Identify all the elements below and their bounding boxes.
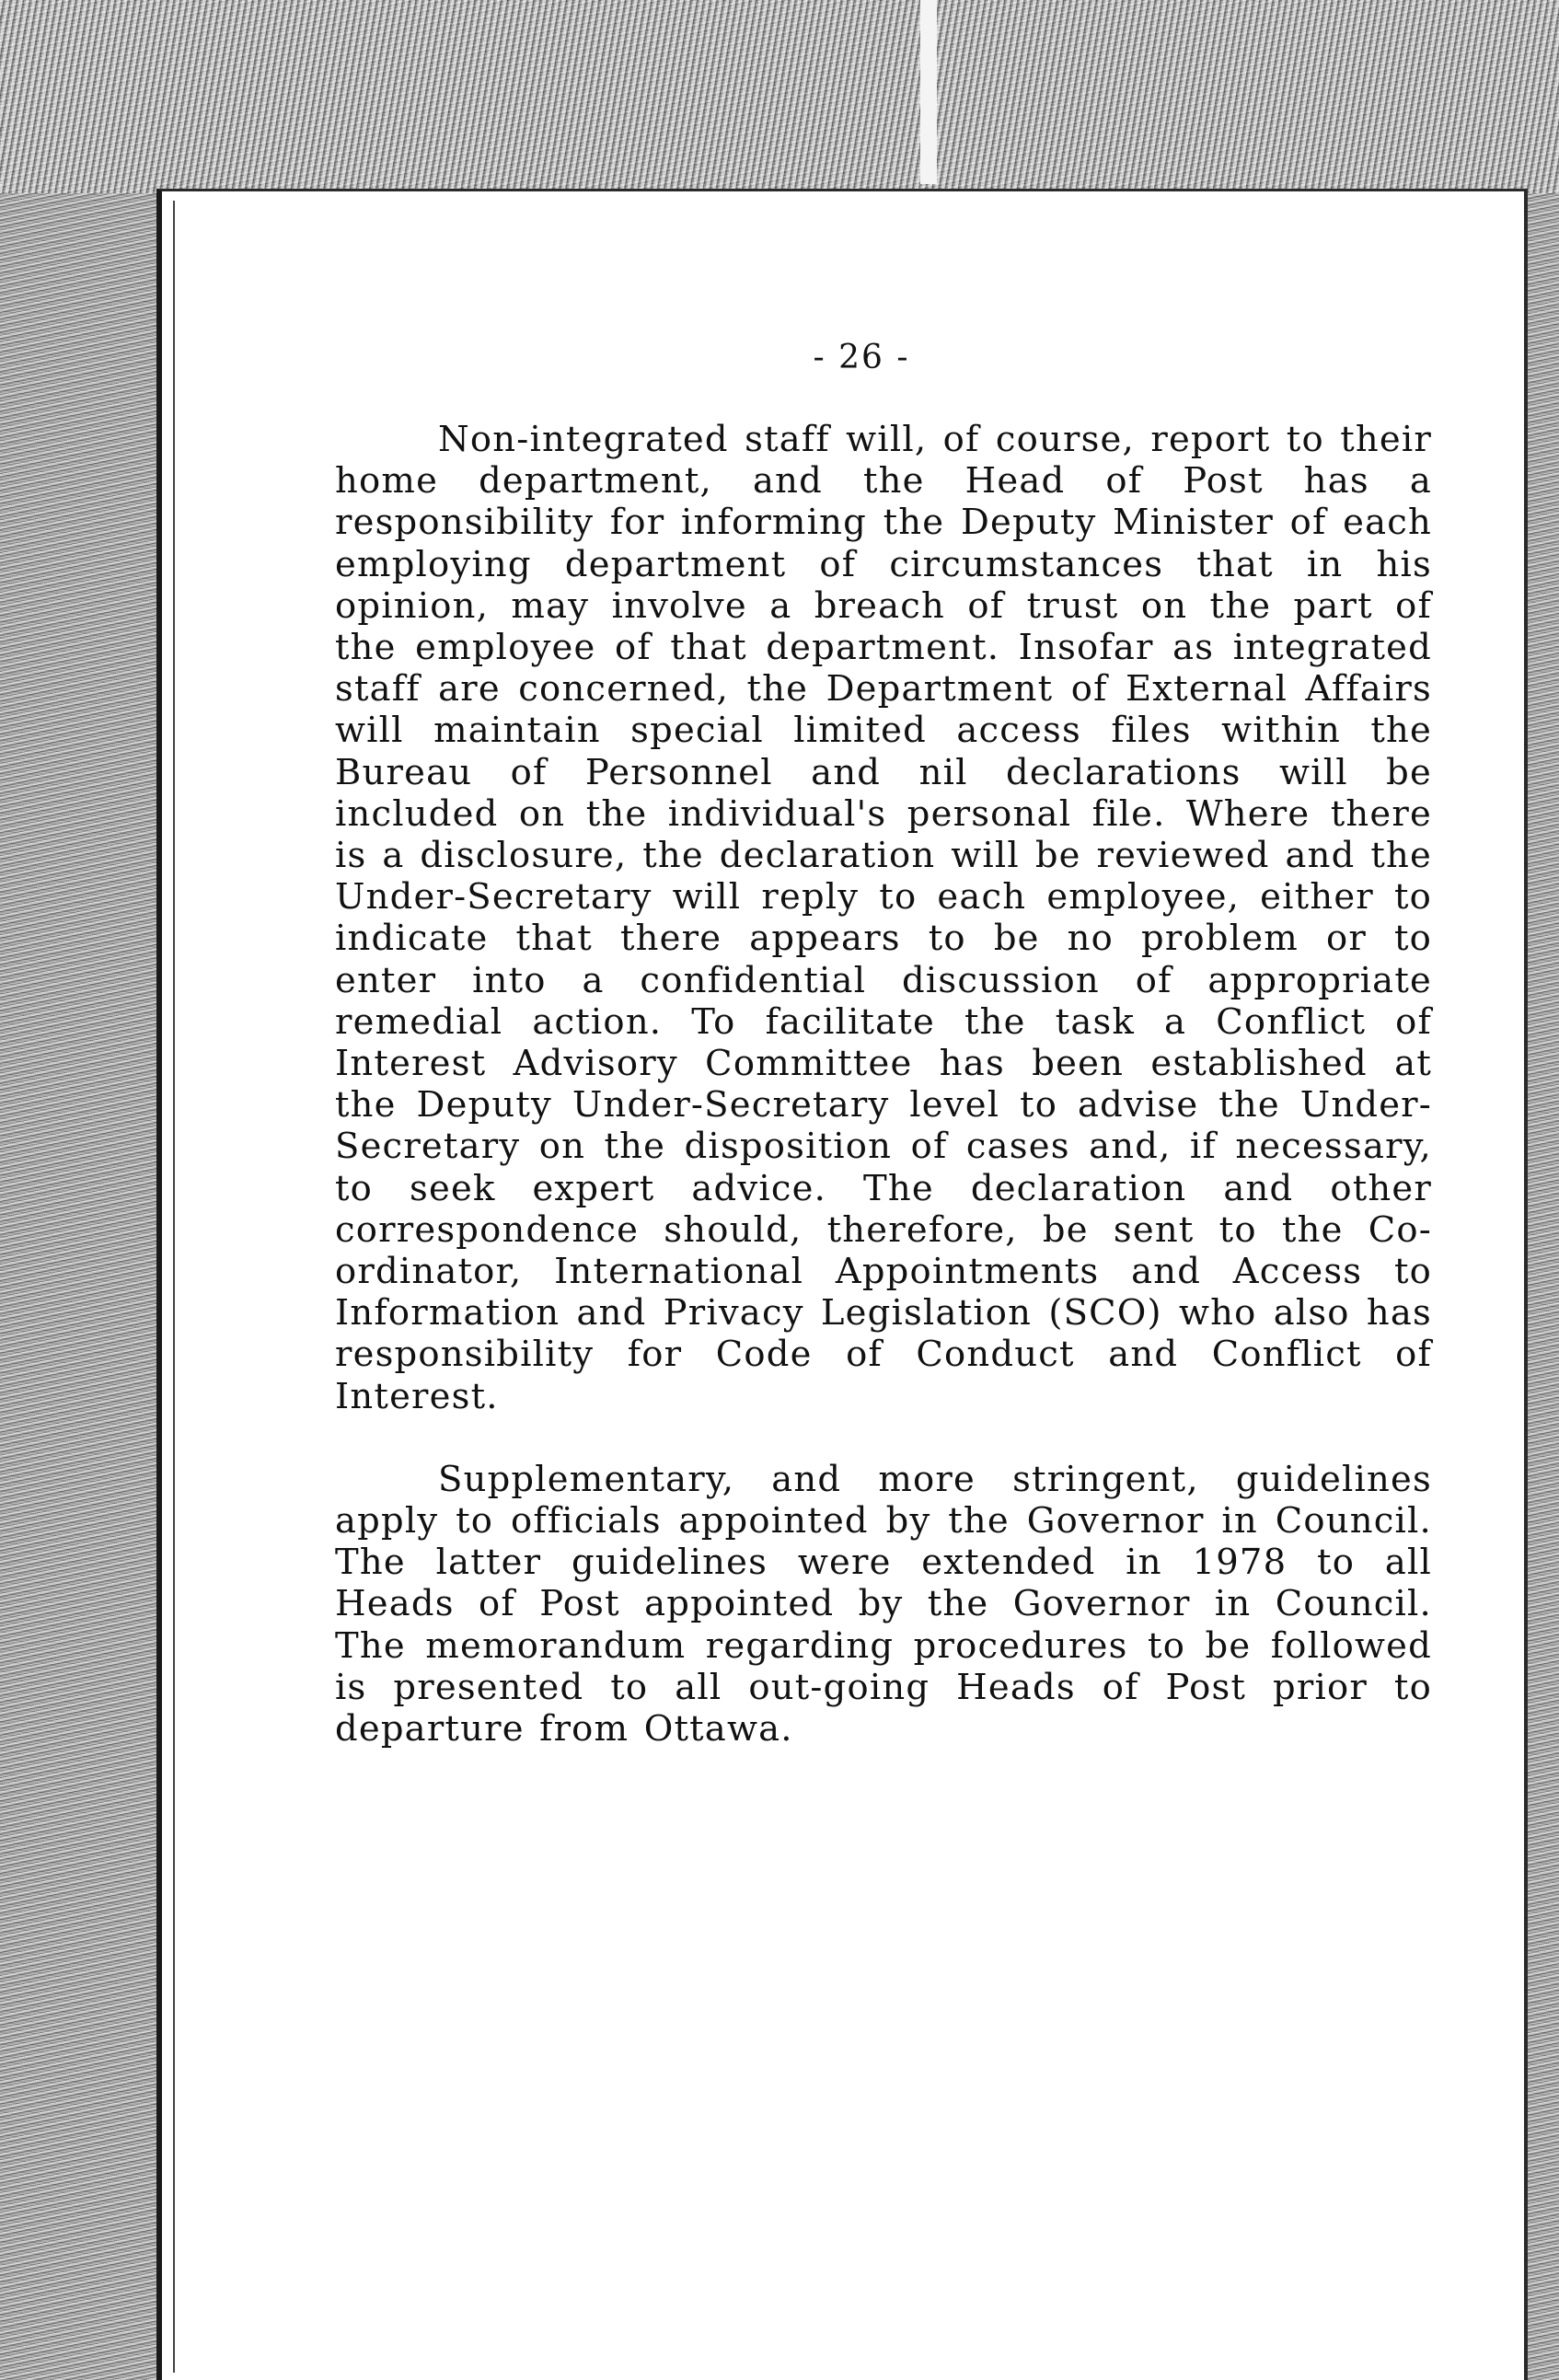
document-body	[335, 419, 1432, 1750]
page-number: - 26 -	[813, 339, 910, 376]
scan-background-top	[0, 0, 1559, 193]
paragraph-supplementary-guidelines: Supplementary, and more stringent, guidelines apply to officials appointed by the Governor in Council. The latter guidelines were extended in 1978 to all Heads of Post appointed by the Governor in Council. The memorandum regarding procedures to be followed is presented to all out-going Heads of Post prior to departure from Ottawa.	[335, 1458, 1432, 1750]
margin-rule	[173, 201, 175, 2373]
scan-divider	[920, 0, 937, 184]
paragraph-conflict-reporting: Non-integrated staff will, of course, report to their home department, and the Head of Post has a responsibility for informing the Deputy Minister of each employing department of circumstances that in his opinion, may involve a breach of trust on the part of the employee of that department. Insofar as integrated staff are concerned, the Department of External Affairs will maintain special limited access files within the Bureau of Personnel and nil declarations will be included on the individual's personal file. Where there is a disclosure, the declaration will be reviewed and the Under-Secretary will reply to each employee, either to indicate that there appears to be no problem or to enter into a confidential discussion of appropriate remedial action. To facilitate the task a Conflict of Interest Advisory Committee has been established at the Deputy Under-Secretary level to advise the Under-Secretary on the disposition of cases and, if necessary, to seek expert advice. The declaration and other correspondence should, therefore, be sent to the Co-ordinator, International Appointments and Access to Information and Privacy Legislation (SCO) who also has responsibility for Code of Conduct and Conflict of Interest.	[335, 419, 1432, 1417]
document-page	[156, 189, 1528, 2380]
